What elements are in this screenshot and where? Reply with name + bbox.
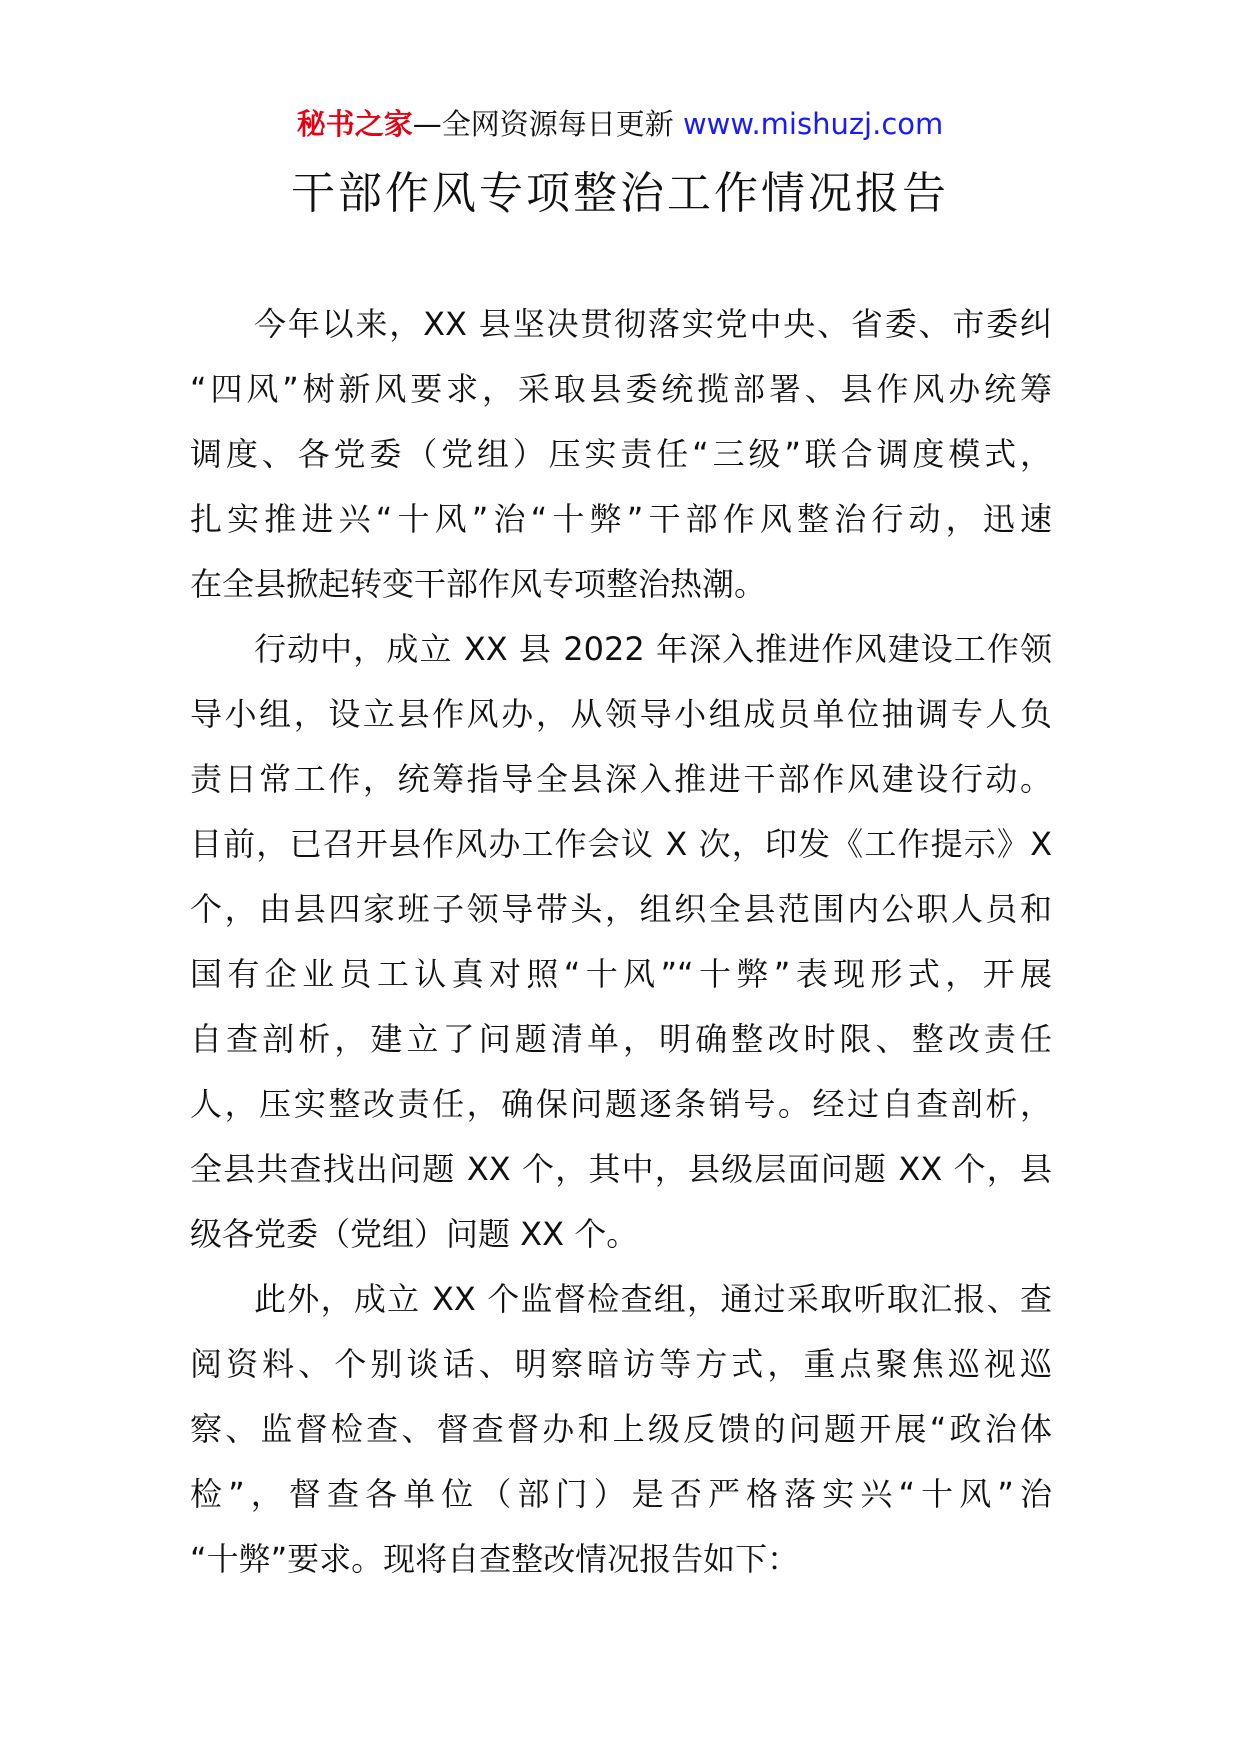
text-line: 察、监督检查、督查督办和上级反馈的问题开展“政治体 — [190, 1410, 1052, 1448]
text-line: 级各党委（党组）问题 XX 个。 — [190, 1215, 639, 1253]
text-line: 行动中，成立 XX 县 2022 年深入推进作风建设工作领 — [254, 630, 1052, 668]
text-line: “十弊”要求。现将自查整改情况报告如下： — [190, 1540, 800, 1578]
text-line: 全县共查找出问题 XX 个，其中，县级层面问题 XX 个，县 — [190, 1150, 1052, 1188]
document-title: 干部作风专项整治工作情况报告 — [291, 168, 949, 219]
text-line: 导小组，设立县作风办，从领导小组成员单位抽调专人负 — [190, 695, 1052, 733]
text-line: 自查剖析，建立了问题清单，明确整改时限、整改责任 — [190, 1020, 1052, 1058]
site-tagline: —全网资源每日更新 — [412, 107, 683, 141]
text-line: 责日常工作，统筹指导全县深入推进干部作风建设行动。 — [190, 760, 1052, 798]
text-line: 国有企业员工认真对照“十风”“十弊”表现形式，开展 — [190, 955, 1052, 993]
text-line: 目前，已召开县作风办工作会议 X 次，印发《工作提示》X — [190, 825, 1052, 863]
site-url-link[interactable]: www.mishuzj.com — [682, 107, 944, 141]
site-brand: 秘书之家 — [296, 107, 413, 141]
text-line: 人，压实整改责任，确保问题逐条销号。经过自查剖析， — [190, 1085, 1052, 1123]
site-header — [0, 104, 1240, 144]
text-line: “四风”树新风要求，采取县委统揽部署、县作风办统筹 — [190, 370, 1052, 408]
text-line: 在全县掀起转变干部作风专项整治热潮。 — [190, 565, 767, 603]
text-line: 调度、各党委（党组）压实责任“三级”联合调度模式， — [190, 435, 1052, 473]
text-line: 阅资料、个别谈话、明察暗访等方式，重点聚焦巡视巡 — [190, 1345, 1052, 1383]
text-line: 检”，督查各单位（部门）是否严格落实兴“十风”治 — [190, 1475, 1052, 1513]
text-line: 今年以来，XX 县坚决贯彻落实党中央、省委、市委纠 — [254, 305, 1052, 343]
text-line: 个，由县四家班子领导带头，组织全县范围内公职人员和 — [190, 890, 1052, 928]
document-body — [190, 292, 1052, 1592]
text-line: 此外，成立 XX 个监督检查组，通过采取听取汇报、查 — [254, 1280, 1052, 1318]
text-line: 扎实推进兴“十风”治“十弊”干部作风整治行动，迅速 — [190, 500, 1052, 538]
